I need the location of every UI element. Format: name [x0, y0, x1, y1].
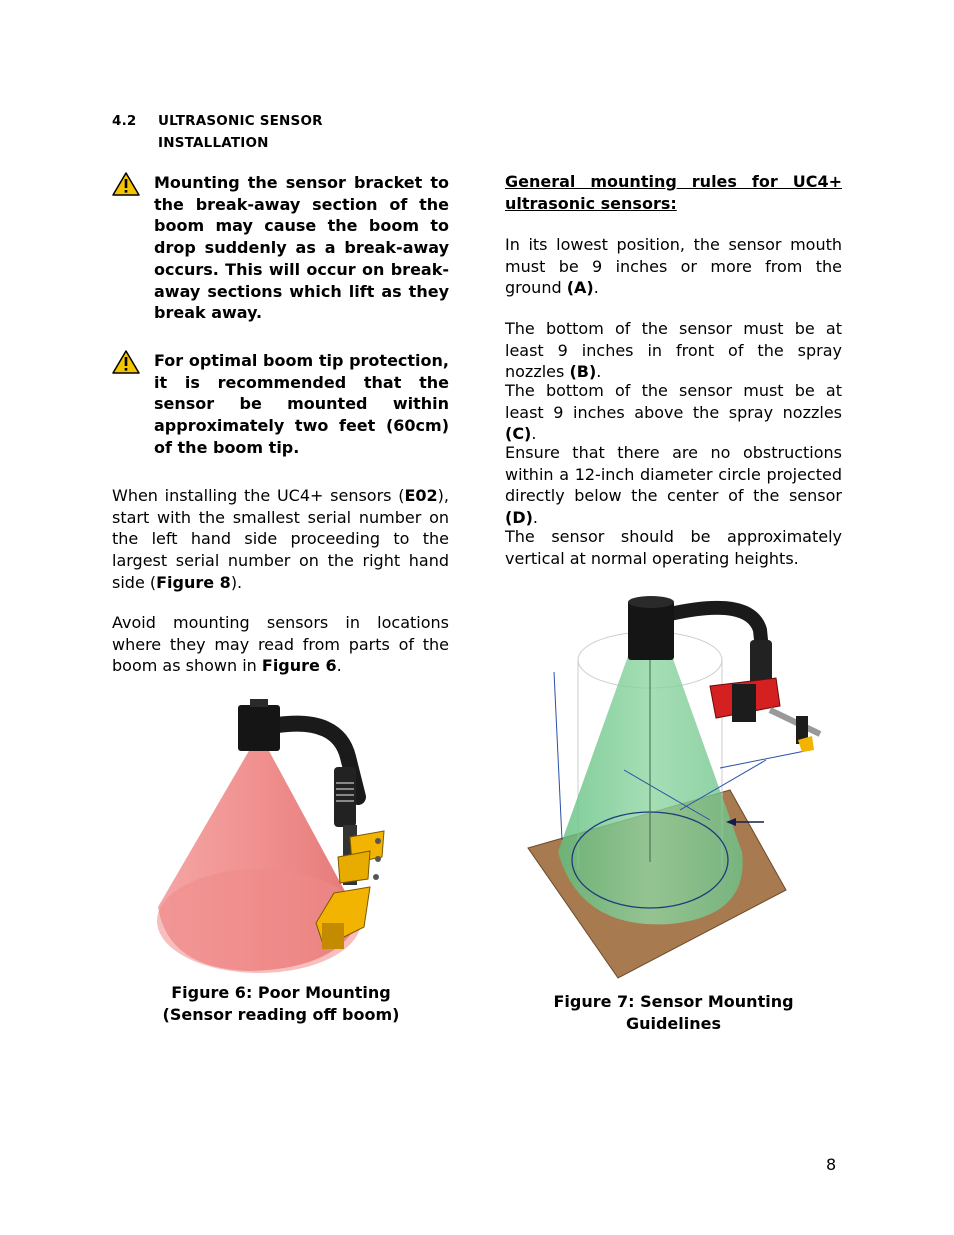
- section-heading: [112, 110, 452, 154]
- section-title-line2: INSTALLATION: [158, 135, 269, 151]
- warning-text-2: For optimal boom tip protection, it is recommended that the sensor be mounted within approximately two feet (60cm) of the boom tip.: [154, 351, 449, 457]
- rule-c: The bottom of the sensor must be at least 9 inches above the spray nozzles (C).: [505, 381, 842, 444]
- rule-vertical: The sensor should be approximately vertical at normal operating heights.: [505, 527, 842, 568]
- page-number: 8: [826, 1155, 837, 1174]
- warning-block-1: [112, 172, 449, 324]
- install-order-paragraph: When installing the UC4+ sensors (E02), start with the smallest serial number on the left hand side proceeding to the largest serial number on the right hand side (Figure 8).: [112, 486, 449, 592]
- warning-triangle-icon: [112, 172, 140, 196]
- part-code: E02: [404, 486, 438, 505]
- figure-ref: Figure 8: [156, 572, 231, 592]
- warning-triangle-icon: [112, 350, 140, 374]
- rule-d: Ensure that there are no obstructions within a 12-inch diameter circle projected directly below the center of the sensor (D).: [505, 443, 842, 528]
- avoid-mounting-paragraph: Avoid mounting sensors in locations where they may read from parts of the boom as shown in Figure 6.: [112, 613, 449, 676]
- warning-text-1: Mounting the sensor bracket to the break-away section of the boom may cause the boom to drop suddenly as a break-away occurs. This will occur on break-away sections which lift as they break away.: [154, 173, 449, 323]
- figure-ref: Figure 6: [261, 656, 337, 676]
- figure-7-caption: Figure 7: Sensor Mounting Guidelines: [553, 992, 794, 1033]
- warning-block-2: [112, 350, 449, 459]
- figure-6-caption: Figure 6: Poor Mounting (Sensor reading off boom): [162, 983, 400, 1024]
- rule-a: In its lowest position, the sensor mouth must be 9 inches or more from the ground (A).: [505, 235, 842, 298]
- section-number: 4.2: [112, 113, 137, 129]
- section-title-line1: ULTRASONIC SENSOR: [158, 113, 323, 129]
- mounting-rules-title: General mounting rules for UC4+ ultrasonic sensors:: [505, 172, 842, 213]
- figure-6-poor-mounting-image: [138, 697, 424, 977]
- rule-b: The bottom of the sensor must be at least 9 inches in front of the spray nozzles (B).: [505, 319, 842, 382]
- figure-7-mounting-guidelines-image: [520, 590, 840, 980]
